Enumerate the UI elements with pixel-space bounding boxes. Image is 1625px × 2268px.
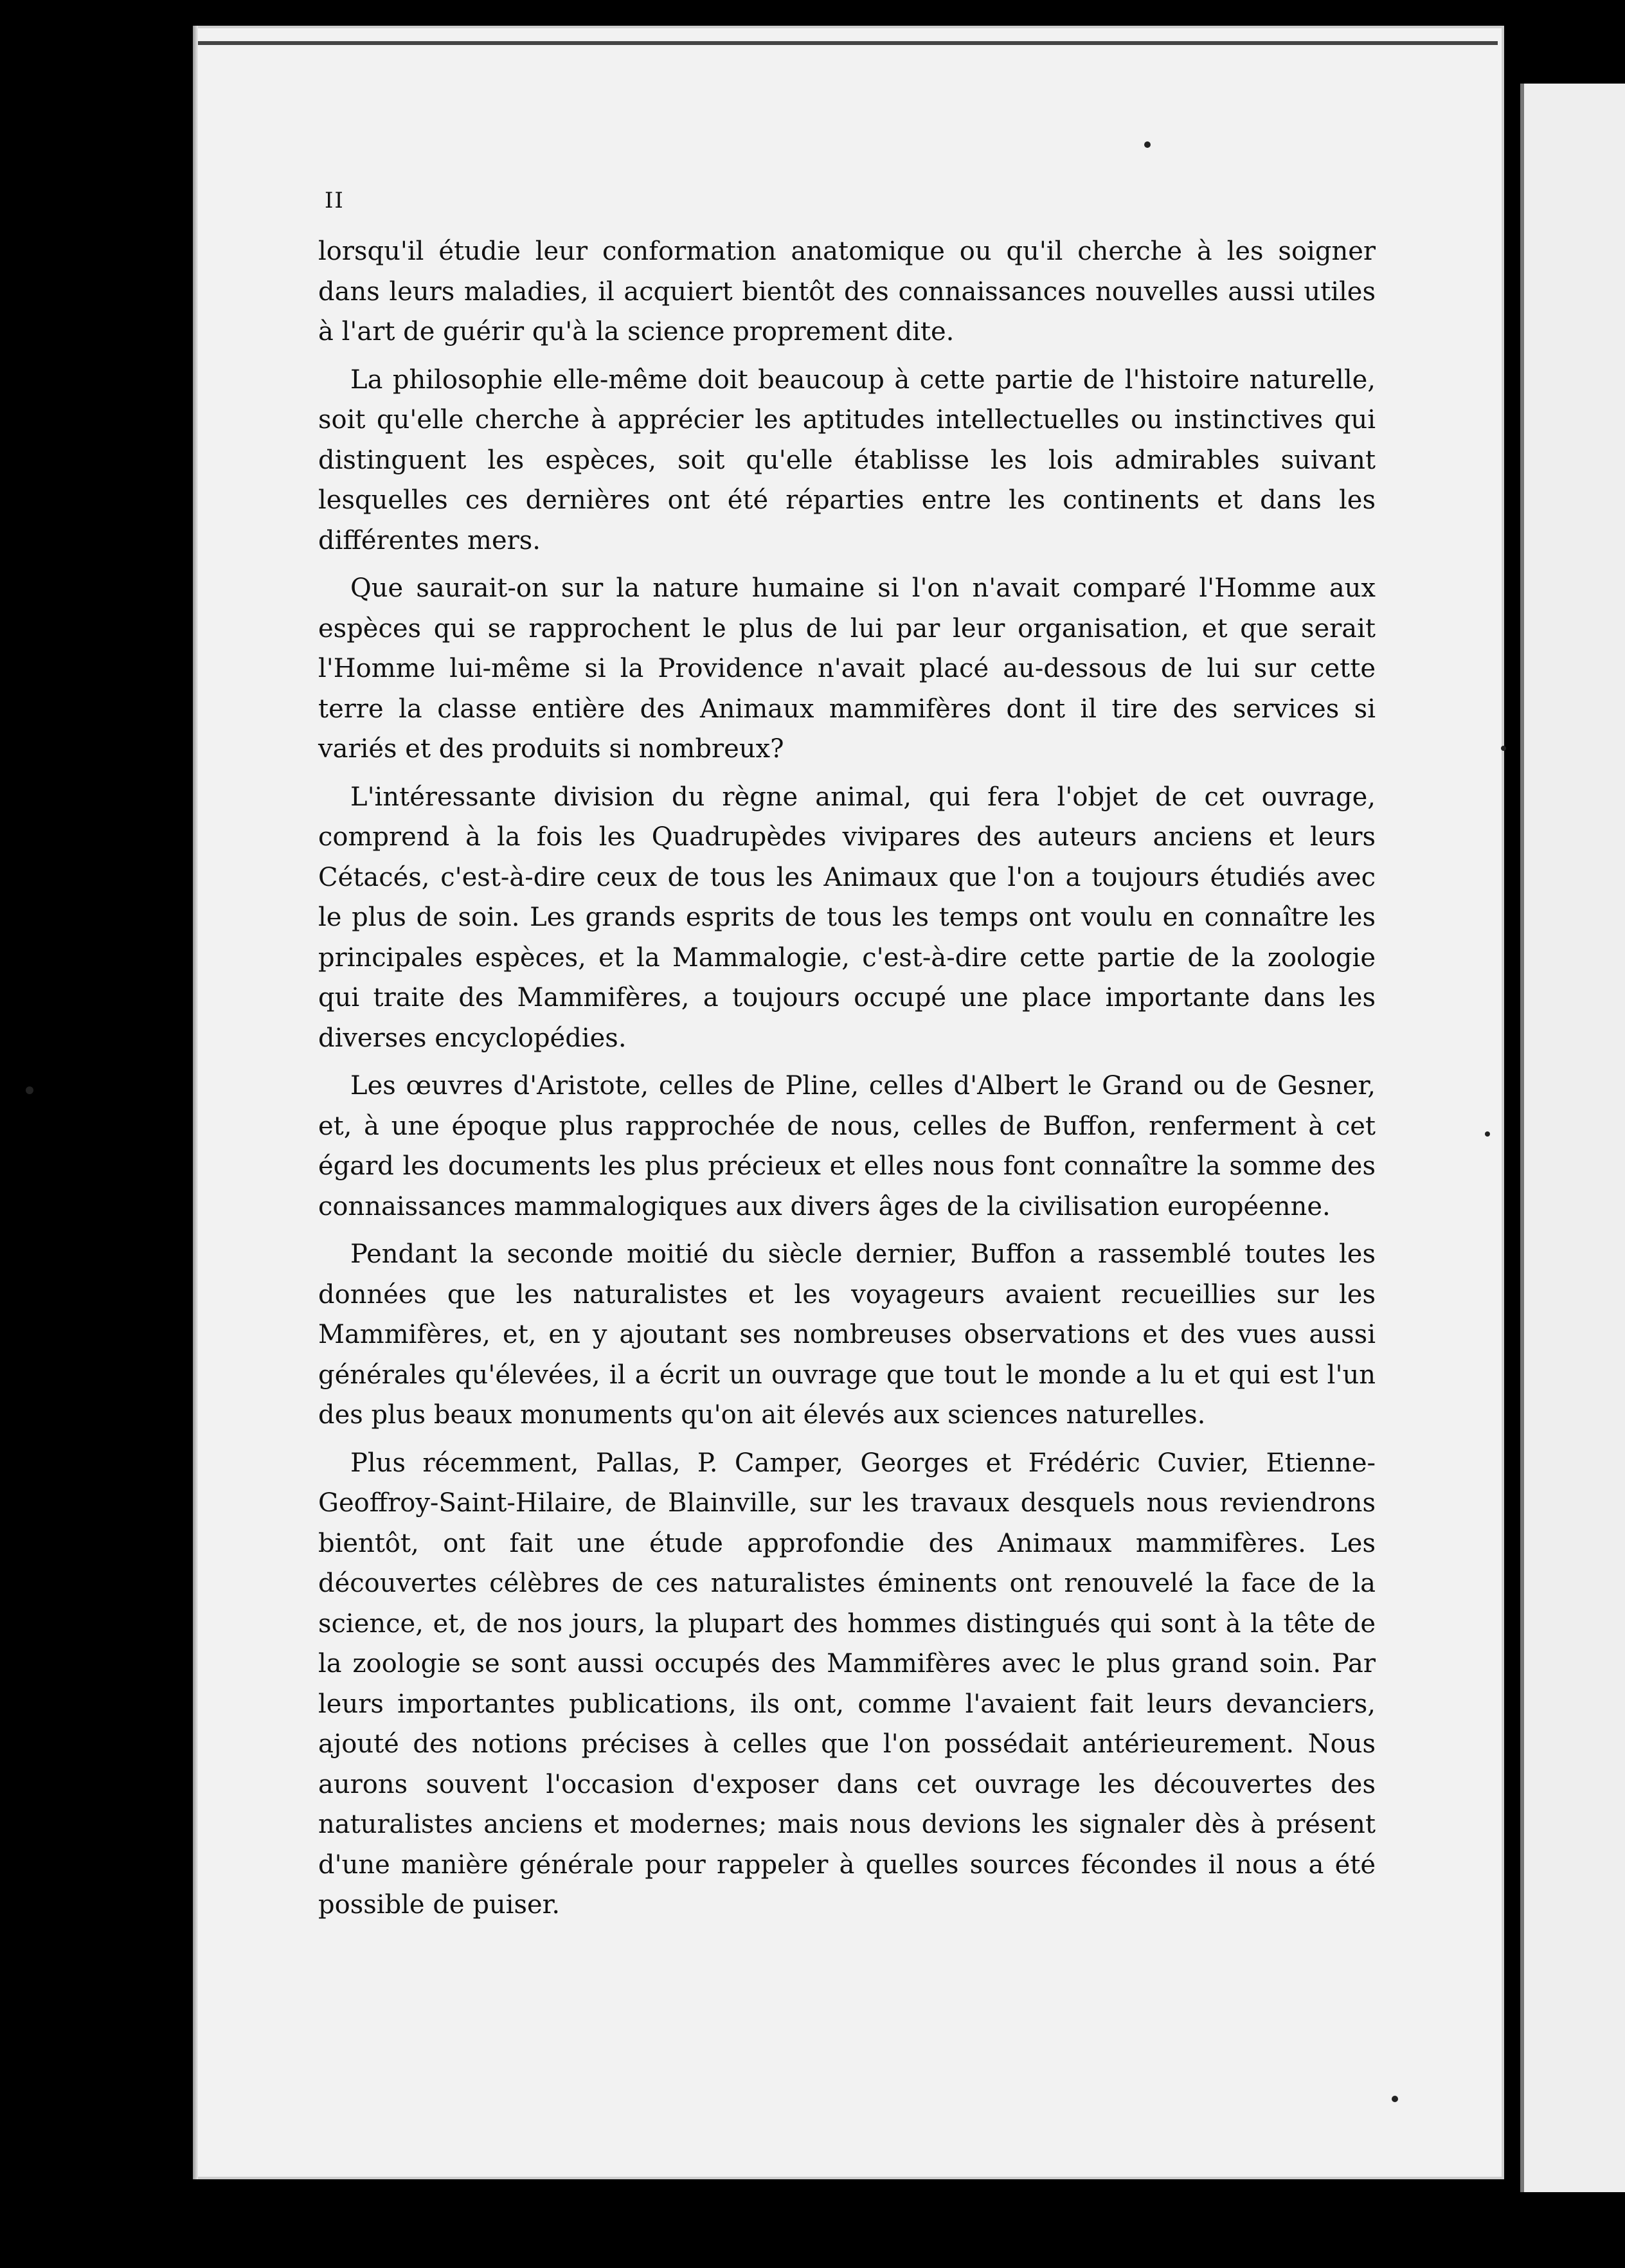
adjacent-page-edge [1520, 84, 1625, 2192]
paragraph-4: L'intéressante division du règne animal, qui fera l'objet de cet ouvrage, comprend à la fois les Quadrupèdes vivipares des auteurs anciens et leurs Cétacés, c'est-à-dire ceux de tous les Animaux que l'on a toujours étudiés avec le plus de soin. Les grands esprits de tous les temps ont voulu en connaître les principales espèces, et la Mammalogie, c'est-à-dire cette partie de la zoologie qui traite des Mammifères, a toujours occupé une place importante dans les diverses encyclopédies. [318, 782, 1376, 1053]
scan-speck [1485, 1131, 1490, 1137]
scan-speck [1501, 746, 1506, 751]
scan-speck [1392, 2096, 1398, 2102]
adjacent-page-border [1520, 84, 1524, 2192]
page-number: II [325, 188, 345, 213]
paragraph-5: Les œuvres d'Aristote, celles de Pline, celles d'Albert le Grand ou de Gesner, et, à une époque plus rapprochée de nous, celles de Buffon, renferment à cet égard les documents les plus précieux et elles nous font connaître la somme des connaissances mammalogiques aux divers âges de la civilisation européenne. [318, 1071, 1376, 1221]
paragraph-1: lorsqu'il étudie leur conformation anatomique ou qu'il cherche à les soigner dans leurs maladies, il acquiert bientôt des connaissances nouvelles aussi utiles à l'art de guérir qu'à la science proprement dite. [318, 237, 1376, 346]
paragraph-3: Que saurait-on sur la nature humaine si l'on n'avait comparé l'Homme aux espèces qui se rapprochent le plus de lui par leur organisation, et que serait l'Homme lui-même si la Providence n'avait placé au-dessous de lui sur cette terre la classe entière des Animaux mammifères dont il tire des services si variés et des produits si nombreux? [318, 573, 1376, 764]
scan-speck [1144, 141, 1151, 148]
page-left-edge [193, 26, 198, 2179]
paragraph-2: La philosophie elle-même doit beaucoup à cette partie de l'histoire naturelle, soit qu'elle cherche à apprécier les aptitudes intellectuelles ou instinctives qui distinguent les espèces, soit qu'elle établisse les lois admirables suivant lesquelles ces dernières ont été réparties entre les continents et dans les différentes mers. [318, 364, 1376, 555]
scan-speck [26, 1086, 33, 1094]
paragraph-6: Pendant la seconde moitié du siècle dernier, Buffon a rassemblé toutes les données que les naturalistes et les voyageurs avaient recueillies sur les Mammifères, et, en y ajoutant ses nombreuses observations et des vues aussi générales qu'élevées, il a écrit un ouvrage que tout le monde a lu et qui est l'un des plus beaux monuments qu'on ait élevés aux sciences naturelles. [318, 1239, 1376, 1430]
paragraph-7: Plus récemment, Pallas, P. Camper, Georges et Frédéric Cuvier, Etienne-Geoffroy-Saint-Hilaire, de Blainville, sur les travaux desquels nous reviendrons bientôt, ont fait une étude approfondie des Animaux mammifères. Les découvertes célèbres de ces naturalistes éminents ont renouvelé la face de la science, et, de nos jours, la plupart des hommes distingués qui sont à la tête de la zoologie se sont aussi occupés des Mammifères avec le plus grand soin. Par leurs importantes publications, ils ont, comme l'avaient fait leurs devanciers, ajouté des notions précises à celles que l'on possédait antérieurement. Nous aurons souvent l'occasion d'exposer dans cet ouvrage les découvertes des naturalistes anciens et modernes; mais nous devions les signaler dès à présent d'une manière générale pour rappeler à quelles sources fécondes il nous a été possible de puiser. [318, 1448, 1376, 1920]
page-top-edge [193, 41, 1498, 45]
page-body-text [318, 231, 1376, 1933]
